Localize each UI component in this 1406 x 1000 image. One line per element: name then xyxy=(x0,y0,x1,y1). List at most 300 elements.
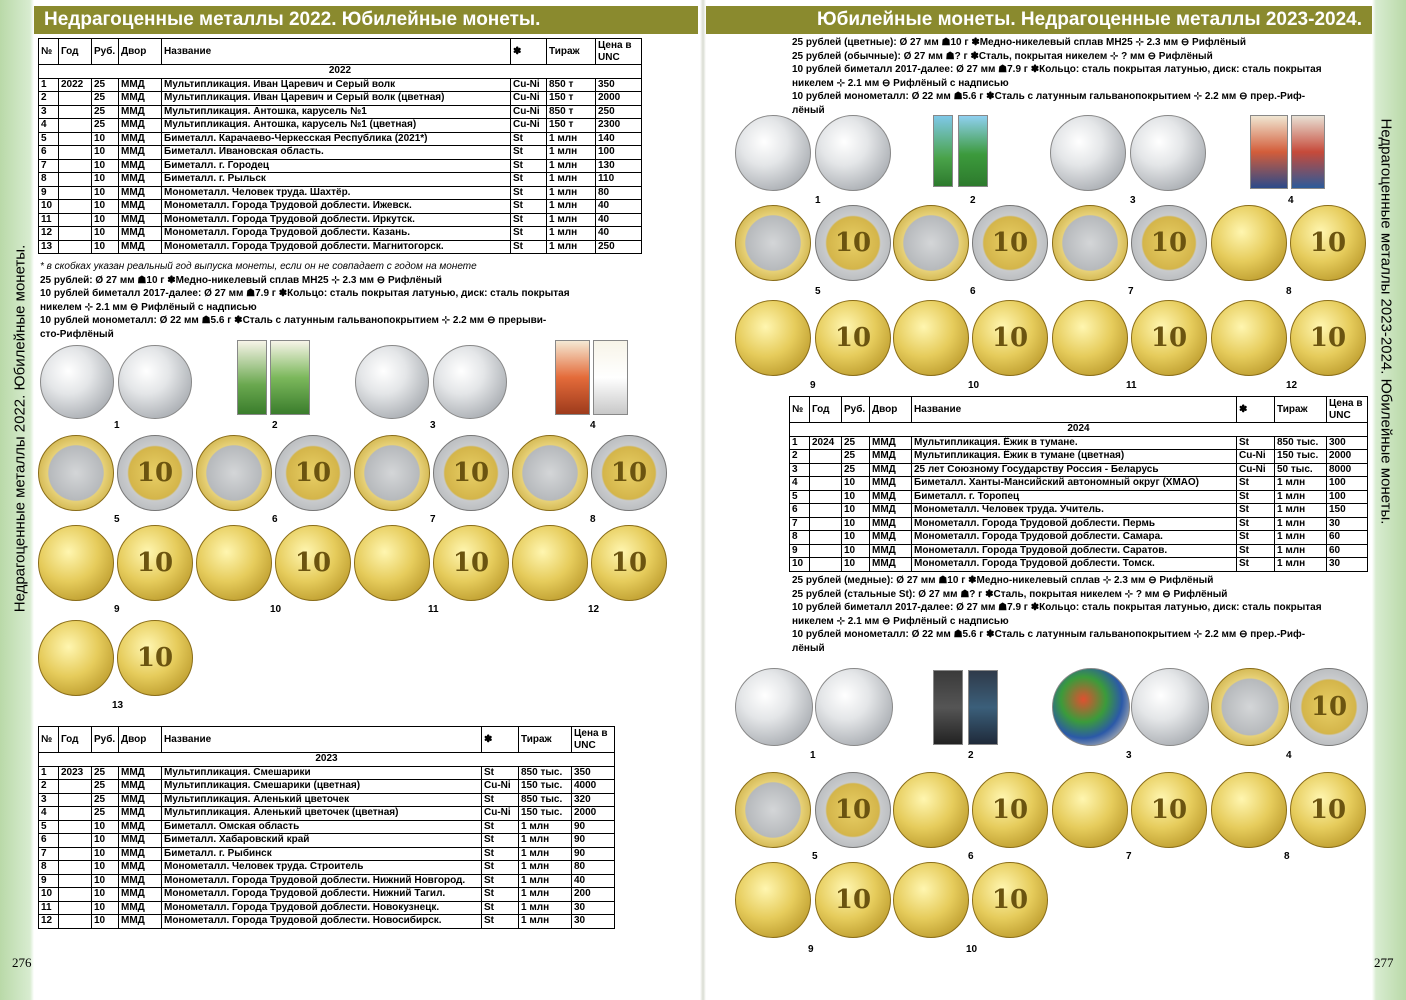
table-cell: 100 xyxy=(1327,490,1368,504)
column-header: Год xyxy=(810,397,842,423)
column-header: Цена в UNC xyxy=(596,39,642,65)
table-cell xyxy=(59,888,92,902)
table-cell: 7 xyxy=(39,159,59,173)
table-cell: 10 xyxy=(92,847,119,861)
table-cell xyxy=(59,793,92,807)
coin-image xyxy=(1050,115,1126,191)
table-cell: 150 тыс. xyxy=(1275,450,1327,464)
table-cell: St xyxy=(511,132,547,146)
table-cell: 1 млн xyxy=(547,159,596,173)
table-cell: ММД xyxy=(119,861,162,875)
table-cell: 1 млн xyxy=(547,186,596,200)
coin-image: 10 xyxy=(972,862,1048,938)
table-header-row xyxy=(39,39,642,65)
table-cell: Монометалл. Города Трудовой доблести. Новосибирск. xyxy=(162,915,482,929)
table-cell: Мультипликация. Антошка, карусель №1 xyxy=(162,105,511,119)
table-cell: 4000 xyxy=(572,780,615,794)
coin-label: 2 xyxy=(272,420,278,431)
table-cell: Cu-Ni xyxy=(511,92,547,106)
note-line: никелем ⊹ 2.1 мм ⊖ Рифлёный с надписью xyxy=(40,301,257,313)
table-cell: 1 млн xyxy=(547,132,596,146)
table-cell: Биметалл. Хабаровский край xyxy=(162,834,482,848)
table-cell: 850 тыс. xyxy=(519,793,572,807)
table-cell: St xyxy=(511,173,547,187)
table-cell: 25 xyxy=(92,793,119,807)
column-header: ✽ xyxy=(511,39,547,65)
table-cell: 2000 xyxy=(572,807,615,821)
table-cell: 2000 xyxy=(596,92,642,106)
table-row xyxy=(39,105,642,119)
table-cell: 9 xyxy=(39,874,59,888)
table-cell: 1 млн xyxy=(519,834,572,848)
table-header-row xyxy=(39,727,615,753)
table-cell: ММД xyxy=(119,915,162,929)
coin-label: 7 xyxy=(1126,851,1132,862)
year-cell: 2022 xyxy=(39,65,642,79)
table-cell: 80 xyxy=(572,861,615,875)
table-row xyxy=(39,847,615,861)
table-cell: 80 xyxy=(596,186,642,200)
table-cell: 50 тыс. xyxy=(1275,463,1327,477)
coin-image xyxy=(1211,300,1287,376)
coin-package-image xyxy=(270,340,310,415)
coin-label: 9 xyxy=(810,380,816,391)
coin-image xyxy=(433,345,507,419)
table-cell: 6 xyxy=(39,146,59,160)
coin-label: 4 xyxy=(590,420,596,431)
coin-image xyxy=(815,115,891,191)
table-cell: 1 xyxy=(39,78,59,92)
table-cell: 350 xyxy=(572,766,615,780)
table-cell: 10 xyxy=(842,477,870,491)
table-cell: 110 xyxy=(596,173,642,187)
table-cell: 10 xyxy=(842,504,870,518)
table-cell: 90 xyxy=(572,834,615,848)
coin-image xyxy=(735,205,811,281)
coin-image: 10 xyxy=(275,525,351,601)
table-cell: St xyxy=(482,834,519,848)
table-cell: 25 xyxy=(92,78,119,92)
table-cell: 10 xyxy=(92,173,119,187)
coin-label: 7 xyxy=(430,514,436,525)
table-cell: Монометалл. Города Трудовой доблести. Нижний Новгород. xyxy=(162,874,482,888)
column-header: Двор xyxy=(119,39,162,65)
coin-label: 11 xyxy=(1126,380,1137,391)
table-cell xyxy=(59,834,92,848)
table-cell: 25 xyxy=(92,766,119,780)
table-cell xyxy=(59,847,92,861)
table-cell: 850 т xyxy=(547,105,596,119)
table-cell xyxy=(59,173,92,187)
table-cell xyxy=(810,450,842,464)
table-cell: 60 xyxy=(1327,544,1368,558)
table-cell: 1 млн xyxy=(547,213,596,227)
coin-image xyxy=(893,772,969,848)
coin-image xyxy=(893,862,969,938)
coin-label: 1 xyxy=(815,195,821,206)
coin-image: 10 xyxy=(1290,668,1368,746)
column-header: № xyxy=(39,727,59,753)
table-cell: ММД xyxy=(119,227,162,241)
table-cell: 25 xyxy=(842,463,870,477)
table-cell: Монометалл. Города Трудовой доблести. Самара. xyxy=(912,531,1237,545)
table-cell: Мультипликация. Смешарики xyxy=(162,766,482,780)
coin-image: 10 xyxy=(815,772,891,848)
table-cell: 1 млн xyxy=(1275,517,1327,531)
year-row xyxy=(790,423,1368,437)
year-cell: 2024 xyxy=(790,423,1368,437)
table-cell xyxy=(810,531,842,545)
coin-label: 8 xyxy=(1284,851,1290,862)
table-cell: Биметалл. г. Городец xyxy=(162,159,511,173)
table-cell: 4 xyxy=(39,119,59,133)
table-cell: Биметалл. г. Рыбинск xyxy=(162,847,482,861)
table-cell: ММД xyxy=(119,780,162,794)
table-cell: 1 млн xyxy=(519,874,572,888)
table-row xyxy=(39,213,642,227)
table-cell: 1 млн xyxy=(519,901,572,915)
column-header: Двор xyxy=(870,397,912,423)
table-cell: 10 xyxy=(92,146,119,160)
table-row xyxy=(39,766,615,780)
table-cell: St xyxy=(1237,544,1275,558)
coin-image xyxy=(196,435,272,511)
table-cell: 100 xyxy=(596,146,642,160)
coin-image xyxy=(512,435,588,511)
coin-image xyxy=(893,300,969,376)
coin-image xyxy=(1052,668,1130,746)
left-page-header: Недрагоценные металлы 2022. Юбилейные монеты. xyxy=(34,6,698,34)
table-cell: 30 xyxy=(572,901,615,915)
table-cell xyxy=(59,159,92,173)
table-cell xyxy=(59,146,92,160)
coin-label: 11 xyxy=(428,604,439,615)
right-side-title: Недрагоценные металлы 2023-2024. Юбилейные монеты. xyxy=(1377,118,1395,525)
table-cell: 2 xyxy=(39,780,59,794)
table-cell: 7 xyxy=(39,847,59,861)
table-cell: 1 млн xyxy=(519,847,572,861)
table-cell: ММД xyxy=(870,504,912,518)
coin-label: 2 xyxy=(968,750,974,761)
table-cell: ММД xyxy=(119,186,162,200)
table-cell: 30 xyxy=(1327,517,1368,531)
table-cell xyxy=(59,132,92,146)
table-cell: ММД xyxy=(119,132,162,146)
table-2024 xyxy=(789,396,1368,572)
coin-package-image xyxy=(958,115,988,187)
coin-image: 10 xyxy=(815,862,891,938)
coin-package-image xyxy=(933,670,963,745)
table-cell: 6 xyxy=(39,834,59,848)
table-row xyxy=(39,888,615,902)
left-notes xyxy=(40,260,660,341)
footnote: * в скобках указан реальный год выпуска монеты, если он не совпадает с годом на монете xyxy=(40,261,477,272)
coin-image: 10 xyxy=(815,300,891,376)
coin-image xyxy=(38,525,114,601)
table-cell: 10 xyxy=(92,820,119,834)
table-row xyxy=(39,200,642,214)
table-cell: 2 xyxy=(790,450,810,464)
table-cell xyxy=(59,780,92,794)
coin-image xyxy=(1211,668,1289,746)
coin-image xyxy=(40,345,114,419)
table-row xyxy=(39,807,615,821)
table-cell: Монометалл. Города Трудовой доблести. Ижевск. xyxy=(162,200,511,214)
table-cell xyxy=(59,901,92,915)
table-cell: Монометалл. Человек труда. Шахтёр. xyxy=(162,186,511,200)
table-cell: Мультипликация. Антошка, карусель №1 (цветная) xyxy=(162,119,511,133)
table-cell: 1 xyxy=(39,766,59,780)
table-cell: 30 xyxy=(572,915,615,929)
table-cell: 10 xyxy=(92,159,119,173)
table-cell: 10 xyxy=(39,200,59,214)
table-cell: 25 лет Союзному Государству Россия - Беларусь xyxy=(912,463,1237,477)
table-cell: 90 xyxy=(572,820,615,834)
table-cell: 25 xyxy=(842,450,870,464)
table-cell: ММД xyxy=(870,463,912,477)
table-cell: 250 xyxy=(596,105,642,119)
table-cell: St xyxy=(1237,504,1275,518)
coin-label: 5 xyxy=(114,514,120,525)
table-cell xyxy=(810,490,842,504)
column-header: Год xyxy=(59,39,92,65)
coin-label: 5 xyxy=(815,286,821,297)
coin-label: 3 xyxy=(1130,195,1136,206)
table-cell: 9 xyxy=(39,186,59,200)
table-cell: 2 xyxy=(39,92,59,106)
table-row xyxy=(39,861,615,875)
coin-label: 10 xyxy=(270,604,282,615)
table-cell: 25 xyxy=(92,105,119,119)
table-cell: 5 xyxy=(39,820,59,834)
table-cell: 1 млн xyxy=(519,820,572,834)
table-cell: 350 xyxy=(596,78,642,92)
note-line: 25 рублей (обычные): Ø 27 мм ☗? г ✽Сталь, покрытая никелем ⊹ ? мм ⊖ Рифлёный xyxy=(792,50,1213,62)
table-cell xyxy=(59,915,92,929)
coin-image xyxy=(735,862,811,938)
coin-image xyxy=(354,525,430,601)
note-line: 10 рублей биметалл 2017-далее: Ø 27 мм ☗7.9 г ✽Кольцо: сталь покрытая латунью, диск: сталь покрытая xyxy=(792,64,1322,75)
coin-image: 10 xyxy=(591,435,667,511)
table-cell: Монометалл. Города Трудовой доблести. Новокузнецк. xyxy=(162,901,482,915)
coin-image: 10 xyxy=(117,525,193,601)
note-line: лёный xyxy=(792,642,825,654)
column-header: ✽ xyxy=(482,727,519,753)
table-cell: St xyxy=(482,847,519,861)
table-row xyxy=(39,227,642,241)
coin-image: 10 xyxy=(1131,300,1207,376)
right-page-header: Юбилейные монеты. Недрагоценные металлы 2023-2024. xyxy=(706,6,1372,34)
table-cell: Cu-Ni xyxy=(1237,450,1275,464)
coin-image xyxy=(196,525,272,601)
coin-image xyxy=(1052,300,1128,376)
table-cell: 1 млн xyxy=(519,861,572,875)
column-header: Цена в UNC xyxy=(572,727,615,753)
table-cell: Cu-Ni xyxy=(482,807,519,821)
table-row xyxy=(39,780,615,794)
table-cell: ММД xyxy=(870,558,912,572)
table-cell: Cu-Ni xyxy=(482,780,519,794)
table-cell: 150 т xyxy=(547,119,596,133)
table-row xyxy=(790,436,1368,450)
table-cell: 1 млн xyxy=(1275,504,1327,518)
table-cell: 10 xyxy=(92,186,119,200)
table-cell: ММД xyxy=(870,450,912,464)
table-cell: ММД xyxy=(870,490,912,504)
table-cell: ММД xyxy=(119,200,162,214)
table-cell: St xyxy=(511,186,547,200)
table-cell: St xyxy=(482,915,519,929)
table-cell xyxy=(59,861,92,875)
table-row xyxy=(790,544,1368,558)
coin-image xyxy=(1052,205,1128,281)
table-cell: 8000 xyxy=(1327,463,1368,477)
table-cell: 25 xyxy=(92,92,119,106)
table-cell: 1 млн xyxy=(547,200,596,214)
table-cell: Монометалл. Города Трудовой доблести. Саратов. xyxy=(912,544,1237,558)
table-cell: 25 xyxy=(92,119,119,133)
column-header: Цена в UNC xyxy=(1327,397,1368,423)
table-cell: ММД xyxy=(119,888,162,902)
table-cell: St xyxy=(482,793,519,807)
table-2023 xyxy=(38,726,615,929)
table-cell: Монометалл. Города Трудовой доблести. Казань. xyxy=(162,227,511,241)
table-cell: 10 xyxy=(92,834,119,848)
table-cell: 10 xyxy=(92,213,119,227)
table-row xyxy=(39,159,642,173)
coin-image: 10 xyxy=(972,205,1048,281)
coin-package-image xyxy=(1250,115,1288,189)
table-cell: 25 xyxy=(92,780,119,794)
column-header: Руб. xyxy=(842,397,870,423)
table-cell: Монометалл. Города Трудовой доблести. Томск. xyxy=(912,558,1237,572)
table-cell: Монометалл. Города Трудовой доблести. Иркутск. xyxy=(162,213,511,227)
table-cell: 10 xyxy=(92,915,119,929)
coin-image xyxy=(893,205,969,281)
table-row xyxy=(39,146,642,160)
note-line: 10 рублей монометалл: Ø 22 мм ☗5.6 г ✽Сталь с латунным гальванопокрытием ⊹ 2.2 мм ⊖ прер.-Риф- xyxy=(792,629,1306,640)
coin-package-image xyxy=(237,340,267,415)
table-cell: 320 xyxy=(572,793,615,807)
coin-image xyxy=(512,525,588,601)
table-cell: 10 xyxy=(92,888,119,902)
column-header: Руб. xyxy=(92,39,119,65)
table-cell: ММД xyxy=(870,436,912,450)
table-cell: 150 тыс. xyxy=(519,780,572,794)
table-cell: ММД xyxy=(119,213,162,227)
table-cell: 25 xyxy=(92,807,119,821)
table-cell: 2024 xyxy=(810,436,842,450)
table-cell: ММД xyxy=(119,766,162,780)
coin-image: 10 xyxy=(1131,205,1207,281)
table-cell xyxy=(59,820,92,834)
coin-image xyxy=(38,620,114,696)
coin-label: 1 xyxy=(810,750,816,761)
table-cell: 1 млн xyxy=(519,888,572,902)
table-cell: 300 xyxy=(1327,436,1368,450)
table-cell: St xyxy=(511,159,547,173)
table-row xyxy=(790,450,1368,464)
table-row xyxy=(790,490,1368,504)
table-cell: 10 xyxy=(842,517,870,531)
note-line: 25 рублей (стальные St): Ø 27 мм ☗? г ✽Сталь, покрытая никелем ⊹ ? мм ⊖ Рифлёный xyxy=(792,588,1228,600)
table-row xyxy=(39,78,642,92)
table-cell: 40 xyxy=(596,213,642,227)
table-cell: 1 xyxy=(790,436,810,450)
coin-image xyxy=(354,435,430,511)
table-cell: Мультипликация. Иван Царевич и Серый волк (цветная) xyxy=(162,92,511,106)
table-cell: Монометалл. Человек труда. Строитель xyxy=(162,861,482,875)
table-cell: St xyxy=(482,820,519,834)
table-cell: 6 xyxy=(790,504,810,518)
table-cell: ММД xyxy=(870,517,912,531)
coin-image xyxy=(118,345,192,419)
table-header-row xyxy=(790,397,1368,423)
coin-image xyxy=(735,300,811,376)
coin-image: 10 xyxy=(1131,772,1207,848)
coin-image: 10 xyxy=(815,205,891,281)
table-cell: ММД xyxy=(870,477,912,491)
table-cell: St xyxy=(1237,477,1275,491)
table-cell: 10 xyxy=(790,558,810,572)
table-cell: 2022 xyxy=(59,78,92,92)
table-cell: ММД xyxy=(119,793,162,807)
table-cell: ММД xyxy=(870,544,912,558)
table-cell: St xyxy=(482,874,519,888)
table-cell: Мультипликация. Иван Царевич и Серый волк xyxy=(162,78,511,92)
table-cell xyxy=(810,544,842,558)
coin-label: 13 xyxy=(112,700,124,711)
note-line: никелем ⊹ 2.1 мм ⊖ Рифлёный с надписью xyxy=(792,615,1009,627)
table-cell: Мультипликация. Аленький цветочек xyxy=(162,793,482,807)
table-cell xyxy=(59,807,92,821)
note-line: лёный xyxy=(792,104,825,116)
note-line: 25 рублей: Ø 27 мм ☗10 г ✽Медно-никелевый сплав МН25 ⊹ 2.3 мм ⊖ Рифлёный xyxy=(40,274,442,286)
coin-image xyxy=(1211,772,1287,848)
left-page-number: 276 xyxy=(12,955,32,970)
table-cell: 1 млн xyxy=(519,915,572,929)
coin-package-image xyxy=(555,340,590,415)
table-cell: 40 xyxy=(572,874,615,888)
table-cell xyxy=(59,92,92,106)
table-cell: 2023 xyxy=(59,766,92,780)
table-cell: 8 xyxy=(39,861,59,875)
table-cell: Cu-Ni xyxy=(1237,463,1275,477)
column-header: Название xyxy=(162,39,511,65)
coin-label: 12 xyxy=(588,604,600,615)
table-cell: 10 xyxy=(842,490,870,504)
note-line: сто-Рифлёный xyxy=(40,328,114,340)
table-cell: 12 xyxy=(39,227,59,241)
coin-image: 10 xyxy=(117,435,193,511)
table-cell: 10 xyxy=(92,874,119,888)
table-row xyxy=(790,504,1368,518)
table-cell: ММД xyxy=(119,159,162,173)
table-cell: Монометалл. Города Трудовой доблести. Нижний Тагил. xyxy=(162,888,482,902)
note-line: 25 рублей (медные): Ø 27 мм ☗10 г ✽Медно-никелевый сплав ⊹ 2.3 мм ⊖ Рифлёный xyxy=(792,575,1214,586)
table-cell: 9 xyxy=(790,544,810,558)
coin-label: 6 xyxy=(970,286,976,297)
table-row xyxy=(39,874,615,888)
table-cell xyxy=(59,240,92,254)
coin-image xyxy=(735,668,813,746)
table-cell: ММД xyxy=(119,820,162,834)
table-cell: 5 xyxy=(39,132,59,146)
table-cell: 40 xyxy=(596,200,642,214)
column-header: № xyxy=(39,39,59,65)
table-cell: 40 xyxy=(596,227,642,241)
table-cell: St xyxy=(482,861,519,875)
